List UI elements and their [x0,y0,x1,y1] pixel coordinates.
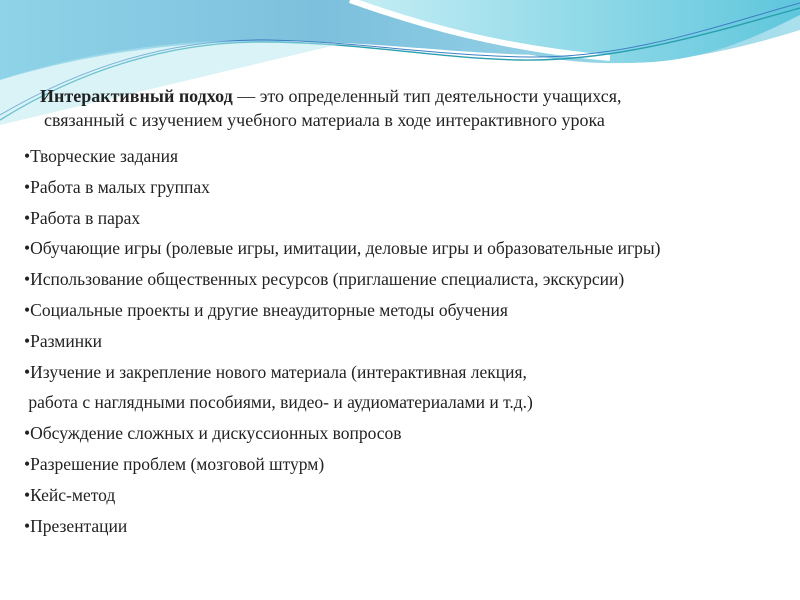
list-item-continuation: работа с наглядными пособиями, видео- и аудиоматериалами и т.д.) [24,392,533,413]
title-definition: — это определенный тип деятельности учащихся, [232,86,622,106]
list-item: •Работа в парах [24,207,141,228]
list-item: •Изучение и закрепление нового материала (интерактивная лекция, [24,361,527,382]
list-item: •Обучающие игры (ролевые игры, имитации, деловые игры и образовательные игры) [24,238,661,259]
list-item: •Презентации [24,515,128,536]
slide-title [40,84,622,132]
list-item: •Социальные проекты и другие внеаудиторные методы обучения [24,299,508,320]
list-item: •Разминки [24,330,102,351]
list-item: •Работа в малых группах [24,176,210,197]
list-item: •Кейс-метод [24,484,116,505]
list-item: •Творческие задания [24,146,179,166]
list-item: •Использование общественных ресурсов (приглашение специалиста, экскурсии) [24,269,625,290]
methods-list [24,143,661,543]
title-term: Интерактивный подход [40,86,233,106]
list-item: •Разрешение проблем (мозговой штурм) [24,453,325,474]
title-line-2: связанный с изучением учебного материала в ходе интерактивного урока [44,110,605,130]
list-item: •Обсуждение сложных и дискуссионных вопросов [24,423,402,444]
